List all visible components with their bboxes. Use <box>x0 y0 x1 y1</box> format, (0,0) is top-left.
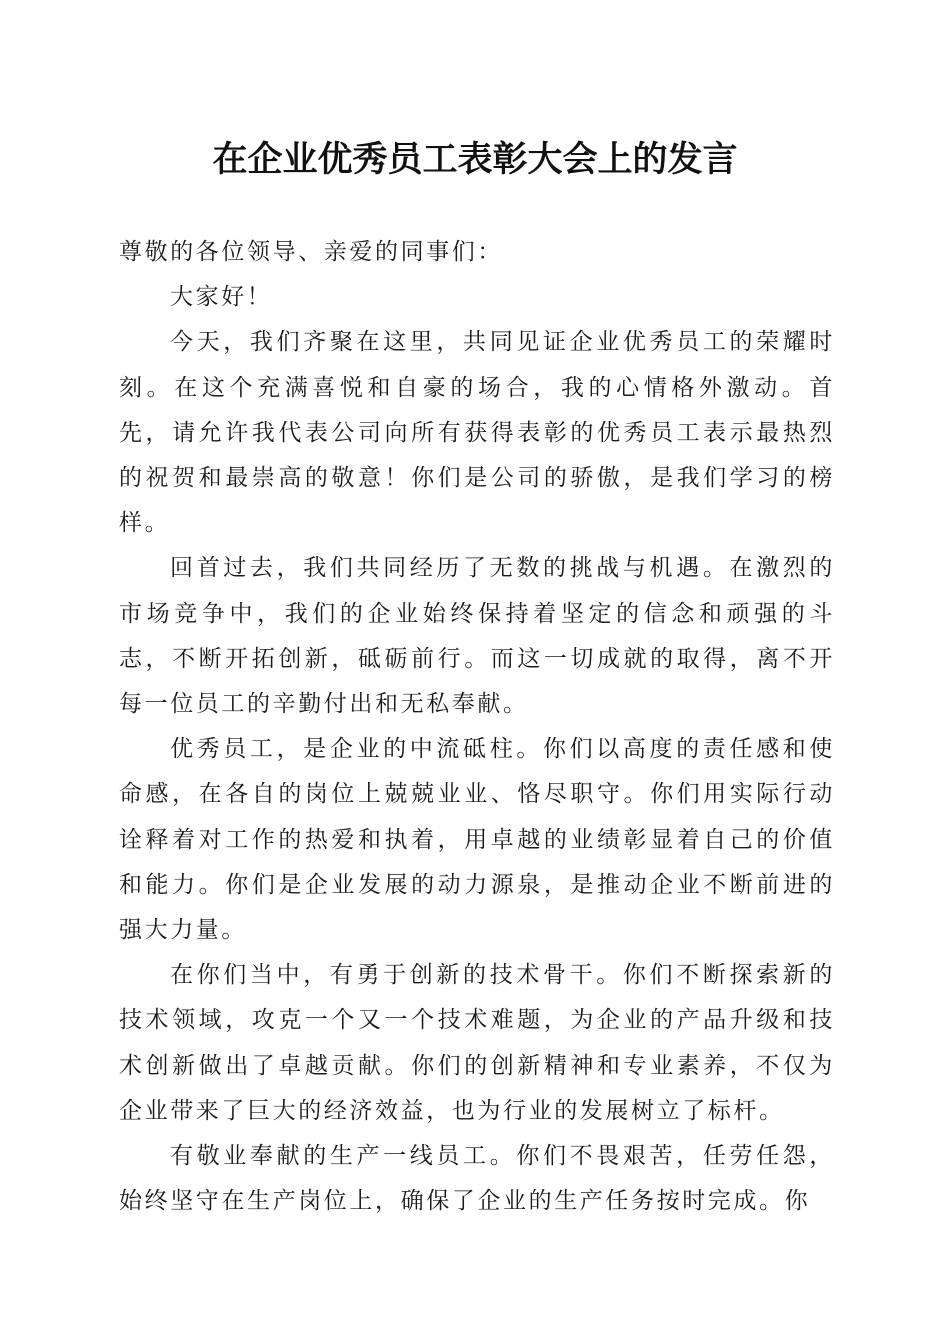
salutation: 尊敬的各位领导、亲爱的同事们： <box>119 239 503 265</box>
document-title: 在企业优秀员工表彰大会上的发言 <box>212 139 738 180</box>
document-body <box>119 230 835 1224</box>
paragraph-opening: 今天，我们齐聚在这里，共同见证企业优秀员工的荣耀时刻。在这个充满喜悦和自豪的场合，我的心情格外激动。首先，请允许我代表公司向所有获得表彰的优秀员工表示最热烈的祝贺和最崇高的敬意！你们是公司的骄傲，是我们学习的榜样。 <box>119 329 835 537</box>
paragraph-innovators: 在你们当中，有勇于创新的技术骨干。你们不断探索新的技术领域，攻克一个又一个技术难题，为企业的产品升级和技术创新做出了卓越贡献。你们的创新精神和专业素养，不仅为企业带来了巨大的经济效益，也为行业的发展树立了标杆。 <box>119 962 835 1124</box>
paragraph-pillars: 优秀员工，是企业的中流砥柱。你们以高度的责任感和使命感，在各自的岗位上兢兢业业、恪尽职守。你们用实际行动诠释着对工作的热爱和执着，用卓越的业绩彰显着自己的价值和能力。你们是企业发展的动力源泉，是推动企业不断前进的强大力量。 <box>119 736 835 944</box>
paragraph-greeting: 大家好！ <box>170 284 273 311</box>
paragraph-review: 回首过去，我们共同经历了无数的挑战与机遇。在激烈的市场竞争中，我们的企业始终保持着坚定的信念和顽强的斗志，不断开拓创新，砥砺前行。而这一切成就的取得，离不开每一位员工的辛勤付出和无私奉献。 <box>119 555 835 718</box>
paragraph-frontline: 有敬业奉献的生产一线员工。你们不畏艰苦，任劳任怨，始终坚守在生产岗位上，确保了企业的生产任务按时完成。你 <box>119 1143 835 1215</box>
